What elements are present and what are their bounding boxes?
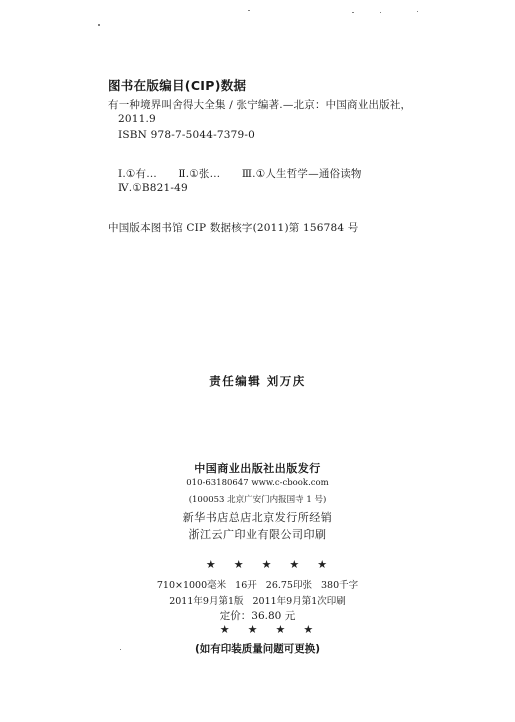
cip-library-note: 中国版本图书馆 CIP 数据核字(2011)第 156784 号: [108, 222, 359, 234]
scan-speck: [98, 24, 100, 26]
publisher-address: (100053 北京广安门内报国寺 1 号): [188, 495, 327, 505]
publisher-name: 中国商业出版社出版发行: [194, 462, 321, 475]
star-divider-bottom: ★★★★: [219, 623, 332, 636]
responsible-editor: 责任编辑 刘万庆: [209, 374, 306, 388]
cip-classification: Ⅰ.①有… Ⅱ.①张… Ⅲ.①人生哲学—通俗读物: [118, 168, 362, 180]
scan-speck: [352, 12, 354, 13]
edition-info: 2011年9月第1版 2011年9月第1次印刷: [169, 596, 346, 607]
scan-speck: [248, 10, 250, 11]
distributor: 新华书店总店北京发行所经销: [182, 511, 333, 524]
cip-title-line: 有一种境界叫舍得大全集 / 张宁编著.—北京：中国商业出版社，: [108, 99, 412, 111]
star-divider-top: ★★★★★: [205, 558, 346, 571]
scan-speck: [380, 12, 381, 13]
book-format: 710×1000毫米 16开 26.75印张 380千字: [156, 580, 359, 591]
cip-heading: 图书在版编目(CIP)数据: [108, 78, 247, 93]
cip-isbn: ISBN 978-7-5044-7379-0: [118, 129, 256, 141]
printer: 浙江云广印业有限公司印刷: [188, 528, 327, 541]
quality-notice: (如有印装质量问题可更换): [194, 643, 321, 655]
scan-speck: [417, 11, 418, 12]
cip-date-line: 2011.9: [118, 113, 156, 125]
cip-classification-code: Ⅳ.①B821-49: [118, 182, 188, 194]
publisher-contact: 010-63180647 www.c-cbook.com: [186, 478, 329, 488]
price: 定价：36.80 元: [219, 610, 296, 622]
